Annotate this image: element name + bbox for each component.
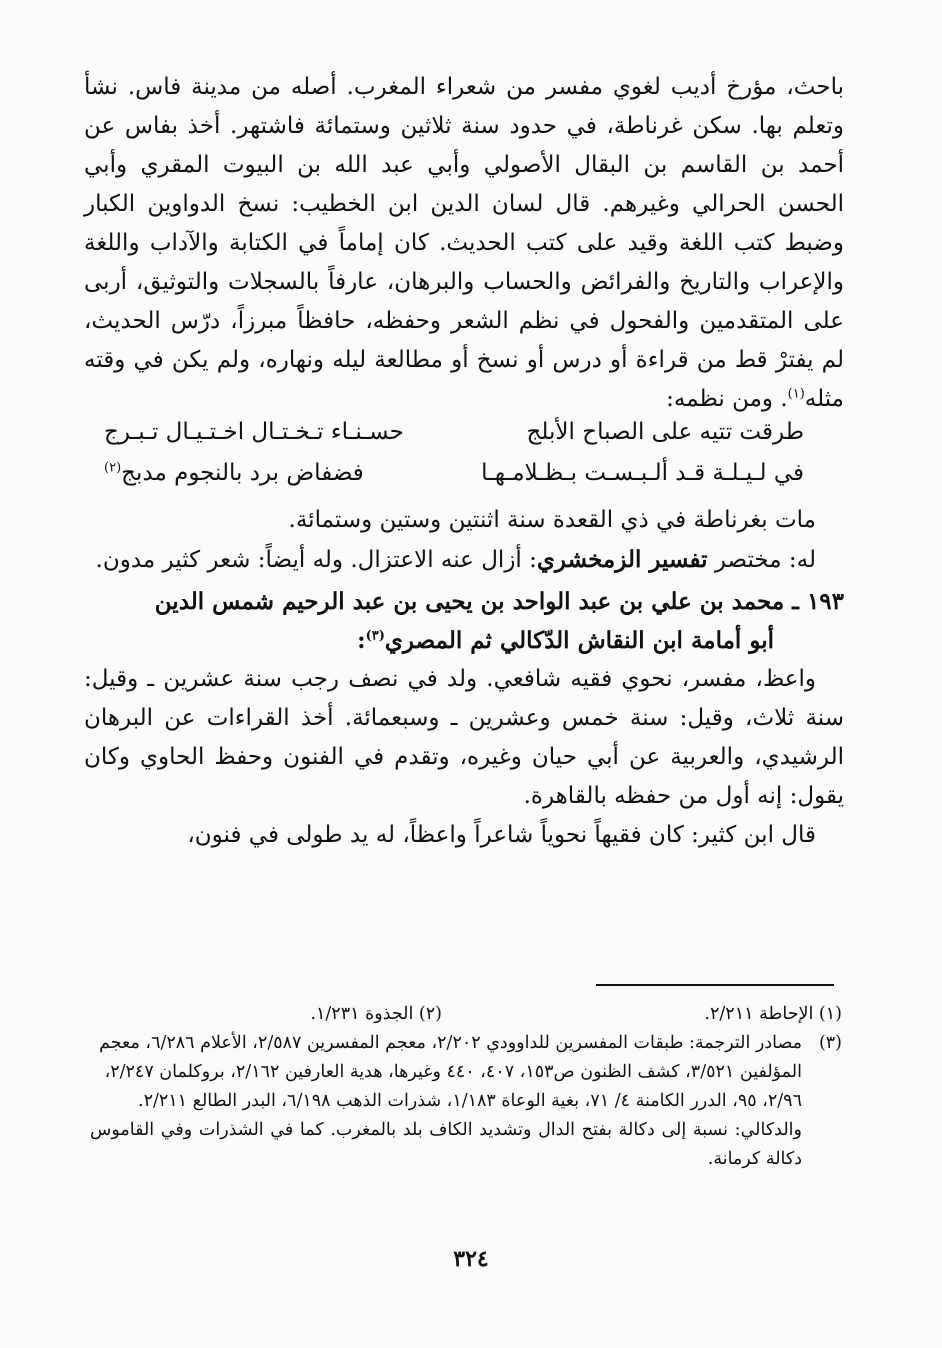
footnote-ref-2[interactable]: (٢) [104, 460, 122, 476]
entry-heading-colon: : [357, 627, 366, 654]
verse-line-2 [84, 460, 844, 501]
footnote-note: والدكالي: نسبة إلى دكالة بفتح الدال وتشديد الكاف بلد بالمغرب. كما في الشذرات وفي القاموس دكالة كرمانة. [90, 1120, 802, 1169]
works-prefix: له: مختصر [707, 547, 816, 573]
entry-heading-line-2 [84, 621, 844, 660]
work-title: تفسير الزمخشري [536, 546, 708, 573]
footnote-ref-1[interactable]: (١) [787, 386, 805, 402]
footnote-3-text: مصادر الترجمة: طبقات المفسرين للداوودي ٢/٢٠٢، معجم المفسرين ٢/٥٨٧، الأعلام ٦/٢٨٦، معجم المؤلفين ٣/٥٢١، كشف الظنون ص١٥٣، ٤٠٧، ٤٤٠ وغيرها، هدية العارفين ٢/١٦٢، بروكلمان ٢/٢٤٧، ٢/٩٦، ٩٥، الدرر الكامنة ٤/ ٧١، بغية الوعاة ١/١٨٣، شذرات الذهب ٦/١٩٨، البدر الطالع ٢/٢١١. [99, 1033, 802, 1111]
quote-paragraph: قال ابن كثير: كان فقيهاً نحوياً شاعراً واعظاً، له يد طولى في فنون، [187, 822, 816, 848]
footnote-3-number: (٣) [818, 1033, 842, 1053]
works-suffix: : أزال عنه الاعتزال. وله أيضاً: شعر كثير مدون. [95, 547, 537, 573]
verse-2-text: فضفاض برد بالنجوم مدبج [121, 460, 364, 486]
footnote-1: (١) الإحاطة ٢/٢١١. [704, 1004, 842, 1024]
entry-heading [84, 582, 844, 660]
footnote-3 [90, 1029, 842, 1116]
entry-heading-line-1: ١٩٣ ـ محمد بن علي بن عبد الواحد بن يحيى بن عبد الرحيم شمس الدين [154, 588, 844, 615]
entry-heading-name: أبو أمامة ابن النقاش الدّكالي ثم المصري [384, 627, 774, 654]
verse-2-first-hemistich: في لـيـلـة قـد ألـبـسـت بـظـلامـهـا [481, 460, 804, 486]
footnote-separator [596, 984, 834, 986]
footnote-ref-3[interactable]: (٣) [365, 628, 385, 644]
death-paragraph: مات بغرناطة في ذي القعدة سنة اثنتين وستين وستمائة. [288, 507, 816, 533]
verse-2-second-hemistich [104, 460, 364, 486]
biography-text: باحث، مؤرخ أديب لغوي مفسر من شعراء المغرب. أصله من مدينة فاس. نشأ وتعلم بها. سكن غرناطة، في حدود سنة ثلاثين وستمائة فاشتهر. أخذ بفاس عن أحمد بن القاسم بن البقال الأصولي وأبي عبد الله بن البيوت المقري وأبي الحسن الحرالي وغيرهم. قال لسان الدين ابن الخطيب: نسخ الدواوين الكبار وضبط كتب اللغة وقيد على كتب الحديث. كان إماماً في الكتابة والآداب واللغة والإعراب والتاريخ والفرائض والحساب والبرهان، عارفاً بالسجلات والتوثيق، أربى على المتقدمين والفحول في نظم الشعر وحفظه، حافظاً مبرزاً، درّس الحديث، لم يفترْ قط من قراءة أو درس أو نسخ أو مطالعة ليله ونهاره، ولم يكن في وقته مثله [84, 74, 844, 412]
footnote-row-1-2 [90, 1000, 842, 1029]
verse-1-second-hemistich: حسـنـاء تـخـتـال اخـتـيـال تـبـرج [104, 419, 404, 445]
footnotes [90, 1000, 842, 1174]
entry-paragraph: واعظ، مفسر، نحوي فقيه شافعي. ولد في نصف رجب سنة عشرين ـ وقيل: سنة ثلاث، وقيل: سنة خمس وعشرين ـ وسبعمائة. أخذ القراءات عن البرهان الرشيدي، والعربية عن أبي حيان وغيره، وتقدم في الفنون وحفظ الحاوي وكان يقول: إنه أول من حفظه بالقاهرة. [84, 666, 844, 809]
works-paragraph [84, 540, 844, 580]
biography-paragraph [84, 68, 844, 419]
main-text [84, 68, 844, 855]
footnote-2: (٢) الجذوة ١/٢٣١. [310, 1004, 442, 1024]
biography-tail: . ومن نظمه: [666, 386, 788, 412]
page-number: ٣٢٤ [453, 1246, 489, 1272]
verse-line-1 [84, 419, 844, 460]
verse-1-first-hemistich: طرقت تتيه على الصباح الأبلج [526, 419, 804, 445]
